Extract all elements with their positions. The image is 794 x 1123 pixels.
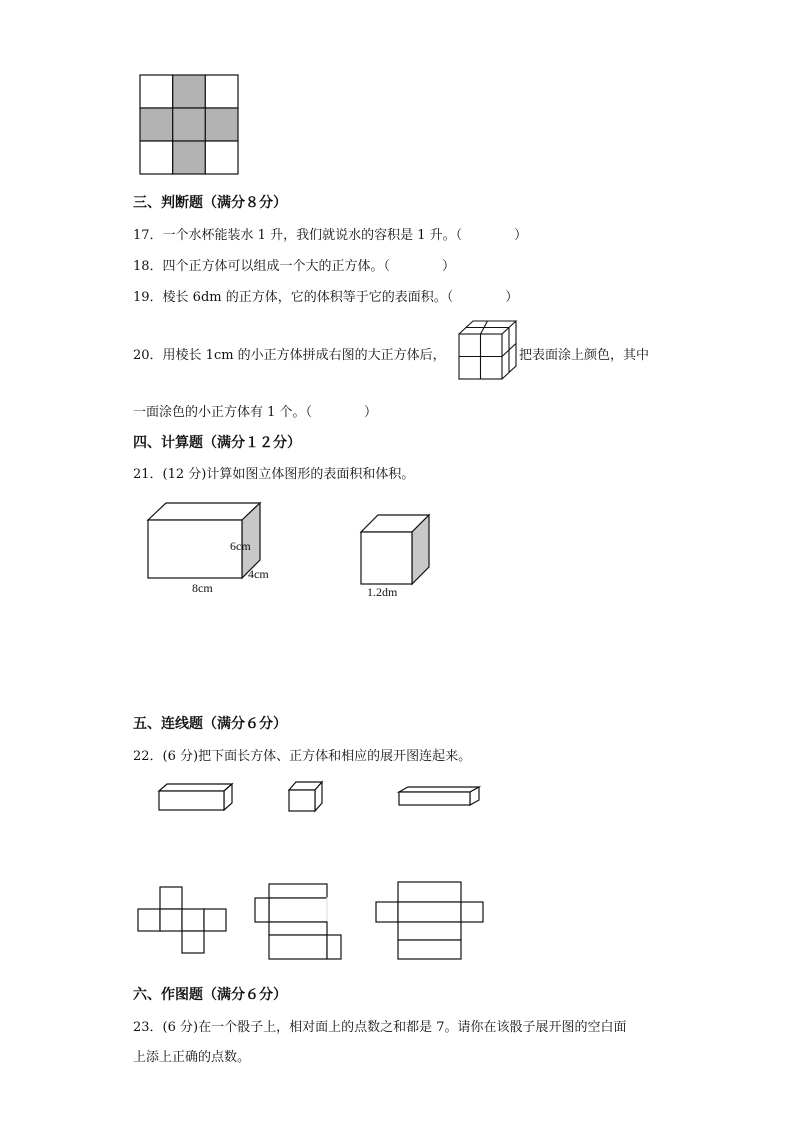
cuboid-net-a xyxy=(255,883,345,961)
grid-cell-shaded xyxy=(173,108,206,141)
question-17: 17．一个水杯能装水 1 升，我们就说水的容积是 1 升。（ ） xyxy=(133,228,528,243)
question-19: 19．棱长 6dm 的正方体，它的体积等于它的表面积。（ ） xyxy=(133,290,519,305)
section-5-heading: 五、连线题（满分６分） xyxy=(133,716,287,732)
grid-cell xyxy=(205,75,238,108)
section-6-heading: 六、作图题（满分６分） xyxy=(133,987,287,1003)
question-23-line1: 23．(6 分)在一个骰子上，相对面上的点数之和都是 7。请你在该骰子展开图的空白面 xyxy=(133,1020,627,1035)
cube-net-cross xyxy=(138,886,230,956)
cuboid-figure xyxy=(140,500,280,600)
big-cube-figure xyxy=(458,320,520,382)
cuboid-net-b xyxy=(376,881,486,961)
grid-cell-shaded xyxy=(140,108,173,141)
cross-grid-figure xyxy=(140,75,238,174)
cube-edge-label: 1.2dm xyxy=(367,585,398,599)
question-21: 21．(12 分)计算如图立体图形的表面积和体积。 xyxy=(133,467,415,482)
question-20-part2: 把表面涂上颜色，其中 xyxy=(519,348,650,363)
question-20-part3: 一面涂色的小正方体有 1 个。（ ） xyxy=(133,405,378,420)
question-20-part1: 20．用棱长 1cm 的小正方体拼成右图的大正方体后， xyxy=(133,348,446,363)
cuboid-depth-label: 4cm xyxy=(248,567,269,581)
grid-cell-shaded xyxy=(205,108,238,141)
small-cube-solid xyxy=(288,781,324,813)
long-cuboid-solid xyxy=(158,783,234,813)
grid-cell xyxy=(205,141,238,174)
grid-cell xyxy=(140,141,173,174)
cuboid-length-label: 8cm xyxy=(192,581,213,595)
section-4-heading: 四、计算题（满分１２分） xyxy=(133,435,301,451)
cube-figure xyxy=(358,512,438,602)
cuboid-height-label: 6cm xyxy=(230,539,251,553)
question-23-line2: 上添上正确的点数。 xyxy=(133,1050,251,1065)
grid-cell-shaded xyxy=(173,141,206,174)
grid-cell-shaded xyxy=(173,75,206,108)
section-3-heading: 三、判断题（满分８分） xyxy=(133,195,287,211)
flat-cuboid-solid xyxy=(398,786,482,808)
question-18: 18．四个正方体可以组成一个大的正方体。（ ） xyxy=(133,259,456,274)
grid-cell xyxy=(140,75,173,108)
question-22: 22．(6 分)把下面长方体、正方体和相应的展开图连起来。 xyxy=(133,749,472,764)
